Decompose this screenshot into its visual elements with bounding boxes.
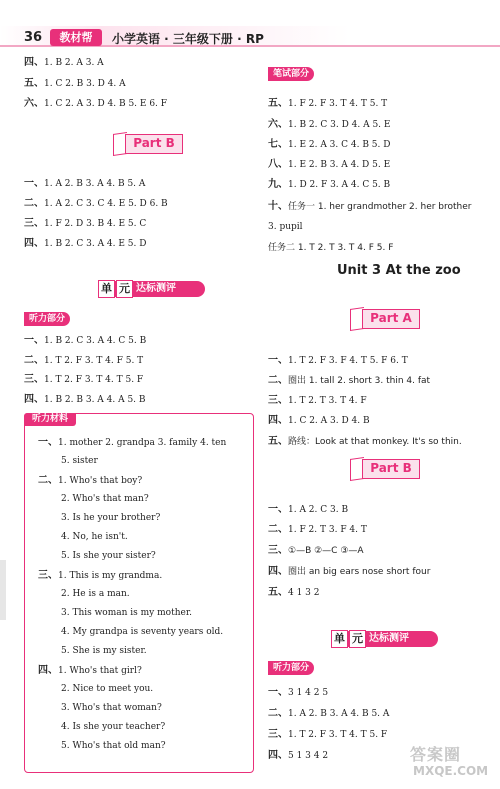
material-line: 三、1. This is my grandma. bbox=[38, 570, 163, 581]
unit-test-banner: 单 元 达标测评 bbox=[98, 281, 205, 297]
part-b-heading: Part B bbox=[350, 458, 422, 480]
answer-row: 六、1. B 2. C 3. D 4. A 5. E bbox=[268, 119, 391, 130]
answer-row: 四、1. B 2. C 3. A 4. E 5. D bbox=[24, 238, 147, 249]
answer-row: 一、1. A 2. C 3. B bbox=[268, 504, 349, 515]
material-line: 5. Who's that old man? bbox=[61, 741, 166, 751]
answer-row: 五、路线：Look at that monkey. It's so thin. bbox=[268, 436, 462, 447]
material-line: 2. He is a man. bbox=[61, 589, 130, 599]
answer-row: 一、3 1 4 2 5 bbox=[268, 687, 329, 698]
material-line: 2. Nice to meet you. bbox=[61, 684, 154, 694]
listening-material-box bbox=[24, 413, 254, 773]
answer-row: 十、任务一 1. her grandmother 2. her brother bbox=[268, 201, 472, 212]
material-line: 4. Is she your teacher? bbox=[61, 722, 166, 732]
answer-row: 任务二 1. T 2. T 3. T 4. F 5. F bbox=[268, 243, 394, 253]
answer-row: 一、1. T 2. F 3. F 4. T 5. F 6. T bbox=[268, 355, 408, 366]
section-pill: 笔试部分 bbox=[268, 67, 314, 81]
answer-row: 六、1. C 2. A 3. D 4. B 5. E 6. F bbox=[24, 98, 168, 109]
answer-row: 一、1. A 2. B 3. A 4. B 5. A bbox=[24, 178, 146, 189]
answer-row: 一、1. B 2. C 3. A 4. C 5. B bbox=[24, 335, 147, 346]
book-title: 小学英语 · 三年级下册 · RP bbox=[112, 32, 264, 46]
answer-row: 五、4 1 3 2 bbox=[268, 587, 320, 598]
answer-row: 五、1. F 2. F 3. T 4. T 5. T bbox=[268, 98, 388, 109]
material-line: 3. Who's that woman? bbox=[61, 703, 162, 713]
answer-row: 3. pupil bbox=[268, 222, 303, 232]
unit-test-banner: 单 元 达标测评 bbox=[331, 631, 438, 647]
answer-row: 八、1. E 2. B 3. A 4. D 5. E bbox=[268, 159, 391, 170]
material-line: 3. This woman is my mother. bbox=[61, 608, 192, 618]
answer-row: 三、1. T 2. F 3. T 4. T 5. F bbox=[24, 374, 144, 385]
material-line: 5. She is my sister. bbox=[61, 646, 147, 656]
unit-title: Unit 3 At the zoo bbox=[337, 263, 461, 278]
answer-row: 四、5 1 3 4 2 bbox=[268, 750, 329, 761]
answer-row: 三、1. T 2. F 3. T 4. T 5. F bbox=[268, 729, 388, 740]
material-line: 3. Is he your brother? bbox=[61, 513, 161, 523]
material-line: 4. My grandpa is seventy years old. bbox=[61, 627, 224, 637]
answer-row: 二、1. T 2. F 3. T 4. F 5. T bbox=[24, 355, 144, 366]
answer-row: 三、①—B ②—C ③—A bbox=[268, 545, 364, 556]
brand-badge: 教材帮 bbox=[50, 29, 102, 46]
material-line: 2. Who's that man? bbox=[61, 494, 149, 504]
page-edge bbox=[0, 560, 6, 620]
part-b-heading: Part B bbox=[113, 133, 185, 155]
answer-row: 四、1. B 2. A 3. A bbox=[24, 57, 104, 68]
answer-row: 四、1. C 2. A 3. D 4. B bbox=[268, 415, 370, 426]
answer-row: 二、圈出 1. tall 2. short 3. thin 4. fat bbox=[268, 375, 431, 386]
answer-row: 二、1. F 2. T 3. F 4. T bbox=[268, 524, 367, 535]
answer-row: 四、圈出 an big ears nose short four bbox=[268, 566, 431, 577]
material-line: 一、1. mother 2. grandpa 3. family 4. ten bbox=[38, 437, 227, 448]
watermark-logo: 答案圈 bbox=[410, 745, 462, 764]
answer-row: 五、1. C 2. B 3. D 4. A bbox=[24, 78, 126, 89]
material-line: 5. Is she your sister? bbox=[61, 551, 156, 561]
material-line: 四、1. Who's that girl? bbox=[38, 665, 142, 676]
listening-material-tag: 听力材料 bbox=[24, 413, 76, 426]
answer-row: 三、1. T 2. T 3. T 4. F bbox=[268, 395, 367, 406]
section-pill: 听力部分 bbox=[268, 661, 314, 675]
answer-row: 七、1. E 2. A 3. C 4. B 5. D bbox=[268, 139, 391, 150]
material-line: 5. sister bbox=[61, 456, 98, 466]
page-number: 36 bbox=[24, 30, 43, 45]
section-pill: 听力部分 bbox=[24, 312, 70, 326]
watermark-url: MXQE.COM bbox=[413, 764, 489, 778]
answer-row: 二、1. A 2. C 3. C 4. E 5. D 6. B bbox=[24, 198, 168, 209]
answer-row: 三、1. F 2. D 3. B 4. E 5. C bbox=[24, 218, 147, 229]
part-a-heading: Part A bbox=[350, 308, 422, 330]
answer-row: 二、1. A 2. B 3. A 4. B 5. A bbox=[268, 708, 390, 719]
material-line: 4. No, he isn't. bbox=[61, 532, 128, 542]
answer-row: 四、1. B 2. B 3. A 4. A 5. B bbox=[24, 394, 146, 405]
answer-row: 九、1. D 2. F 3. A 4. C 5. B bbox=[268, 179, 391, 190]
material-line: 二、1. Who's that boy? bbox=[38, 475, 143, 486]
